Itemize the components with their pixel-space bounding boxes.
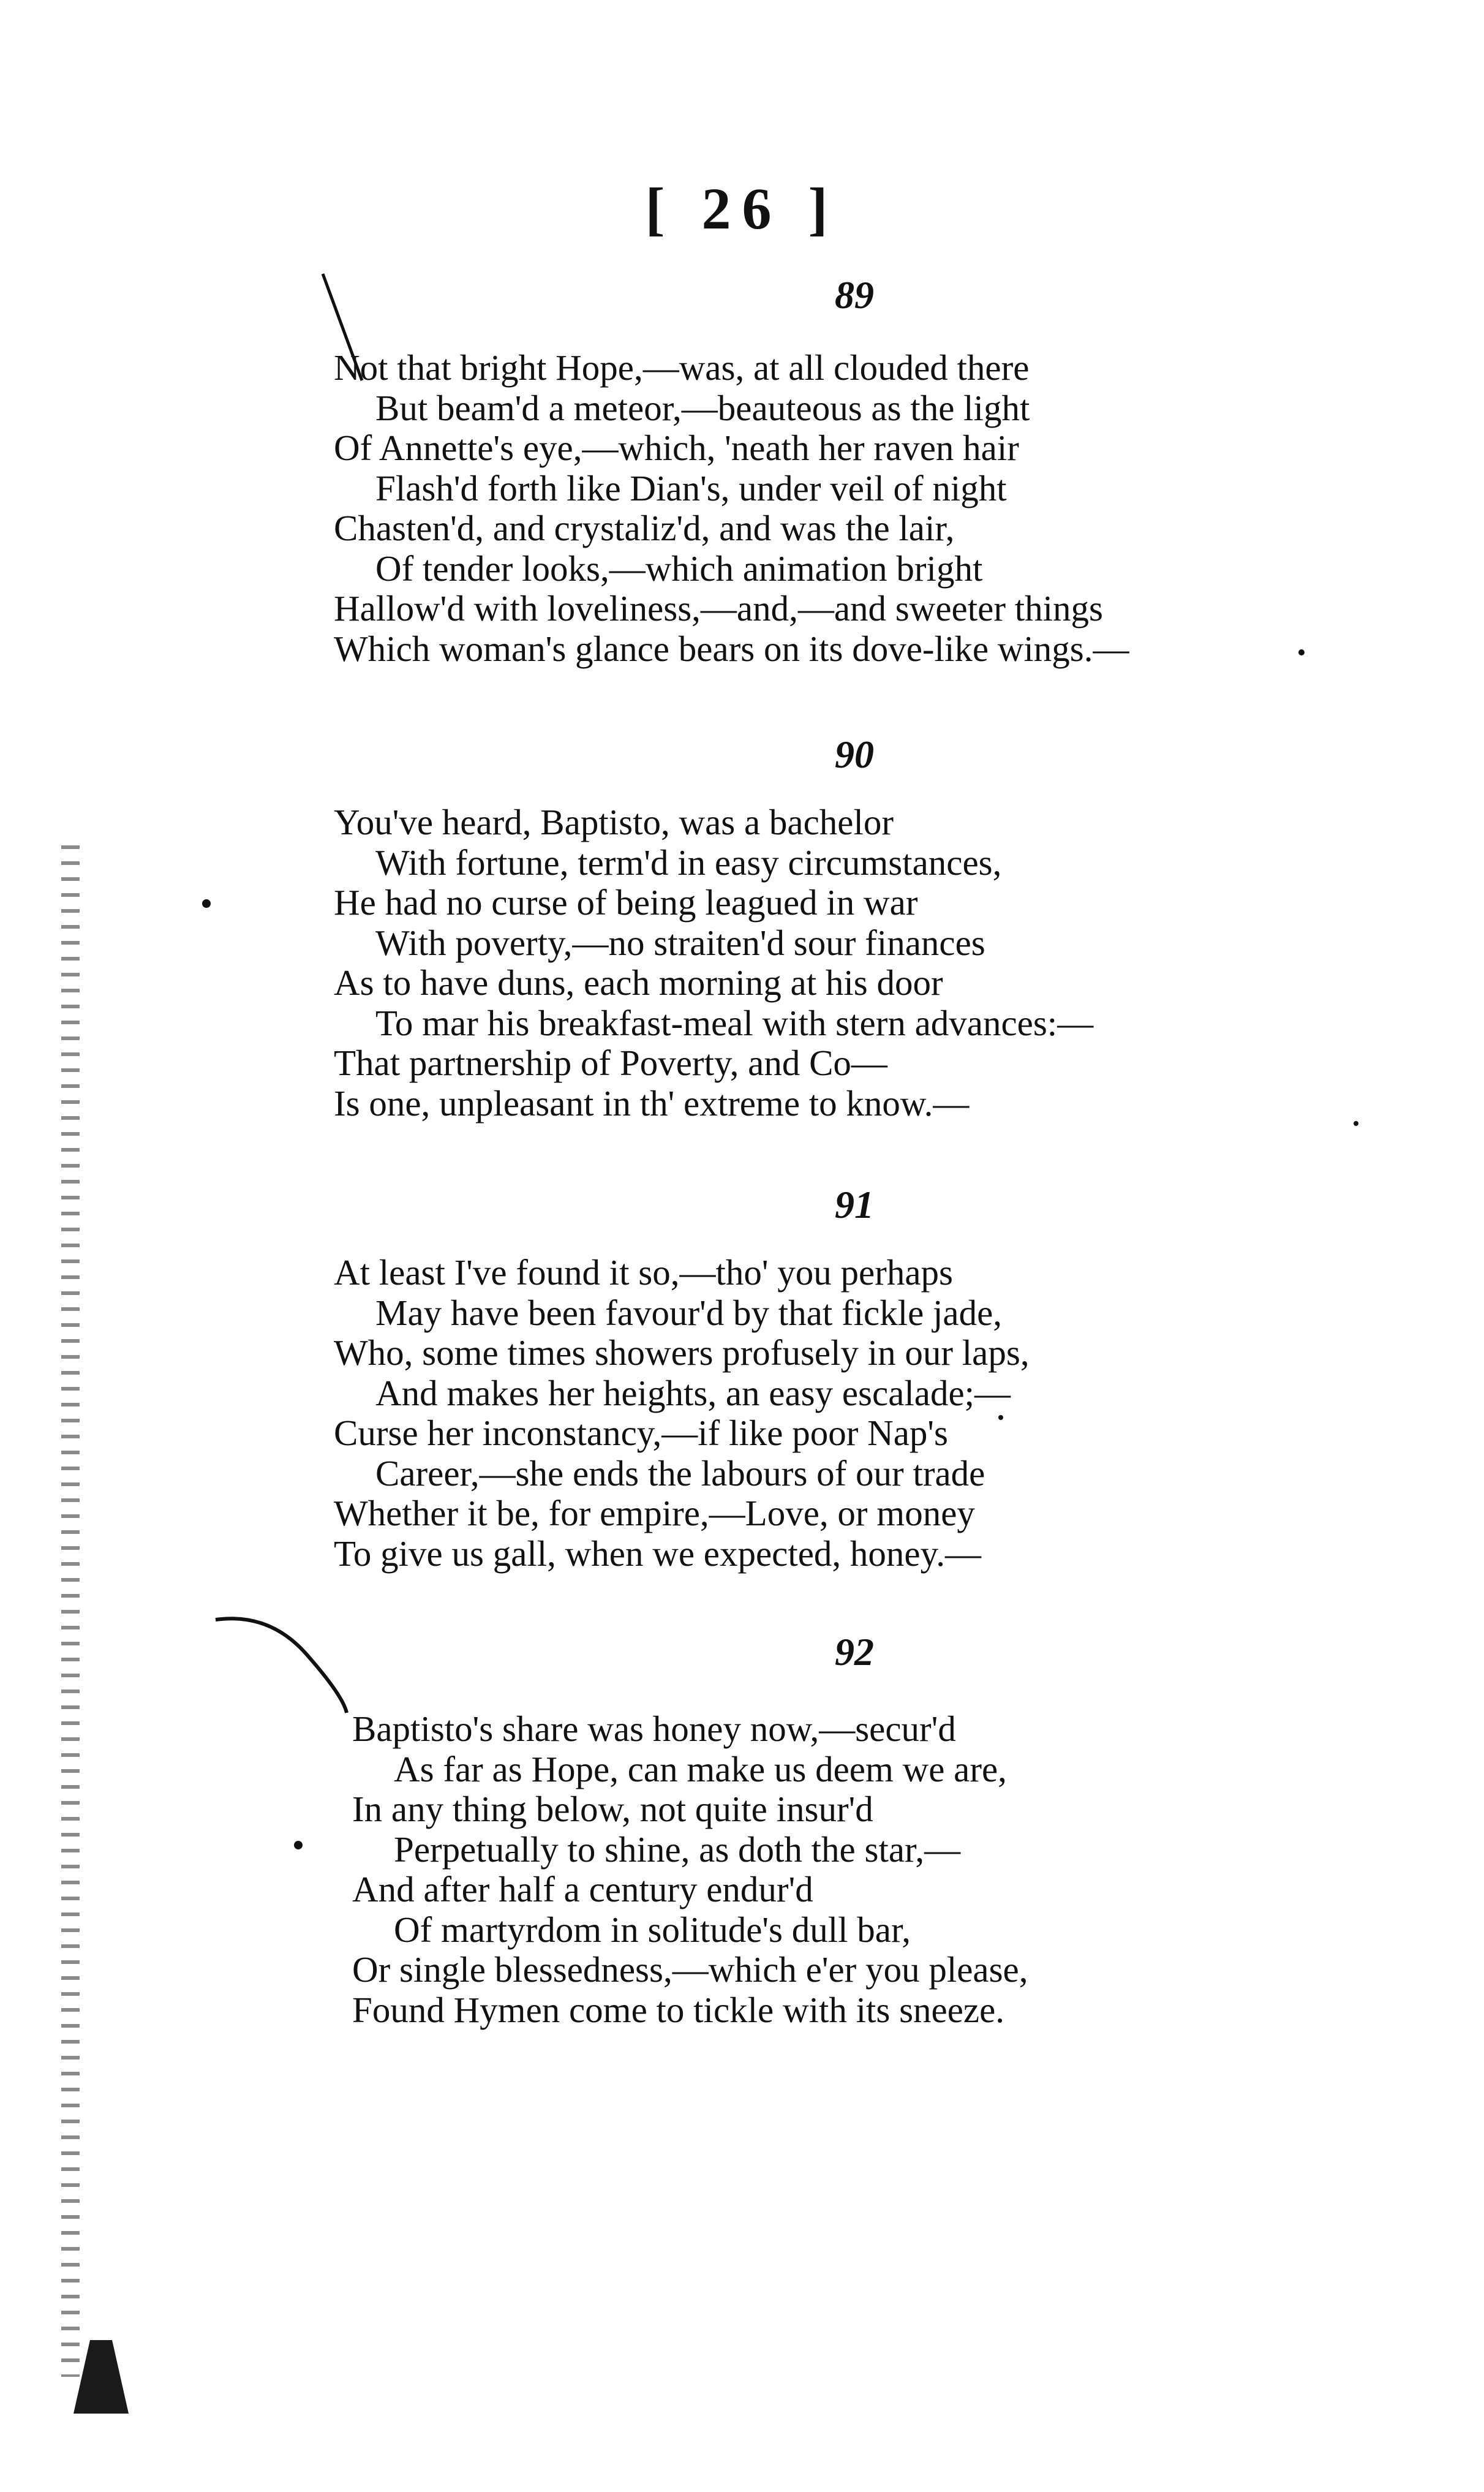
verse-line: As far as Hope, can make us deem we are, bbox=[394, 1748, 1007, 1789]
verse-line: May have been favour'd by that fickle jade, bbox=[375, 1292, 1003, 1333]
stanza-number: 92 bbox=[835, 1630, 874, 1674]
verse-line: Found Hymen come to tickle with its sneeze. bbox=[352, 1989, 1005, 2030]
stanza bbox=[334, 802, 1375, 1123]
verse-line: He had no curse of being leagued in war bbox=[334, 882, 918, 923]
verse-line: Career,—she ends the labours of our trade bbox=[375, 1452, 985, 1493]
verse-line: Of Annette's eye,—which, 'neath her raven hair bbox=[334, 428, 1019, 468]
verse-line: Whether it be, for empire,—Love, or money bbox=[334, 1493, 975, 1533]
verse-line: That partnership of Poverty, and Co— bbox=[334, 1043, 887, 1083]
verse-line: Which woman's glance bears on its dove-like wings.— bbox=[334, 628, 1129, 669]
ink-speck bbox=[202, 899, 211, 908]
verse-line: Is one, unpleasant in th' extreme to know.— bbox=[334, 1082, 970, 1123]
verse-line: And makes her heights, an easy escalade;— bbox=[375, 1372, 1011, 1413]
verse-line: Not that bright Hope,—was, at all clouded there bbox=[334, 347, 1030, 388]
stanza-number: 89 bbox=[835, 273, 874, 317]
verse-line: Who, some times showers profusely in our laps, bbox=[334, 1332, 1030, 1373]
verse-line: Flash'd forth like Dian's, under veil of night bbox=[375, 467, 1007, 508]
verse-line: Baptisto's share was honey now,—secur'd bbox=[352, 1709, 956, 1749]
verse-line: Hallow'd with loveliness,—and,—and sweeter things bbox=[334, 588, 1103, 629]
verse-line: Or single blessedness,—which e'er you please, bbox=[352, 1949, 1028, 1990]
stanza bbox=[334, 348, 1375, 669]
verse-line: Curse her inconstancy,—if like poor Nap's bbox=[334, 1413, 948, 1453]
page-binding-edge bbox=[61, 845, 80, 2377]
verse-line: To mar his breakfast-meal with stern advances:— bbox=[375, 1002, 1094, 1043]
stanza-number: 90 bbox=[835, 733, 874, 776]
page-number-header: [ 26 ] bbox=[645, 176, 839, 241]
verse-line: Of martyrdom in solitude's dull bar, bbox=[394, 1909, 911, 1950]
stanza bbox=[334, 1253, 1375, 1574]
verse-line: As to have duns, each morning at his door bbox=[334, 962, 943, 1003]
stanza-number: 91 bbox=[835, 1183, 874, 1226]
verse-line: With fortune, term'd in easy circumstances, bbox=[375, 842, 1002, 883]
verse-line: At least I've found it so,—tho' you perhaps bbox=[334, 1252, 953, 1293]
verse-line: With poverty,—no straiten'd sour finances bbox=[375, 922, 985, 963]
verse-line: In any thing below, not quite insur'd bbox=[352, 1789, 873, 1829]
stanza bbox=[352, 1709, 1393, 2030]
page-binding-smudge bbox=[73, 2340, 129, 2414]
verse-line: You've heard, Baptisto, was a bachelor bbox=[334, 802, 894, 842]
ink-speck bbox=[294, 1841, 303, 1849]
verse-line: And after half a century endur'd bbox=[352, 1869, 813, 1909]
verse-line: To give us gall, when we expected, honey.— bbox=[334, 1533, 982, 1574]
verse-line: Of tender looks,—which animation bright bbox=[375, 548, 983, 589]
verse-line: Perpetually to shine, as doth the star,— bbox=[394, 1829, 961, 1870]
verse-line: Chasten'd, and crystaliz'd, and was the lair, bbox=[334, 508, 955, 548]
verse-line: But beam'd a meteor,—beauteous as the light bbox=[375, 387, 1030, 428]
